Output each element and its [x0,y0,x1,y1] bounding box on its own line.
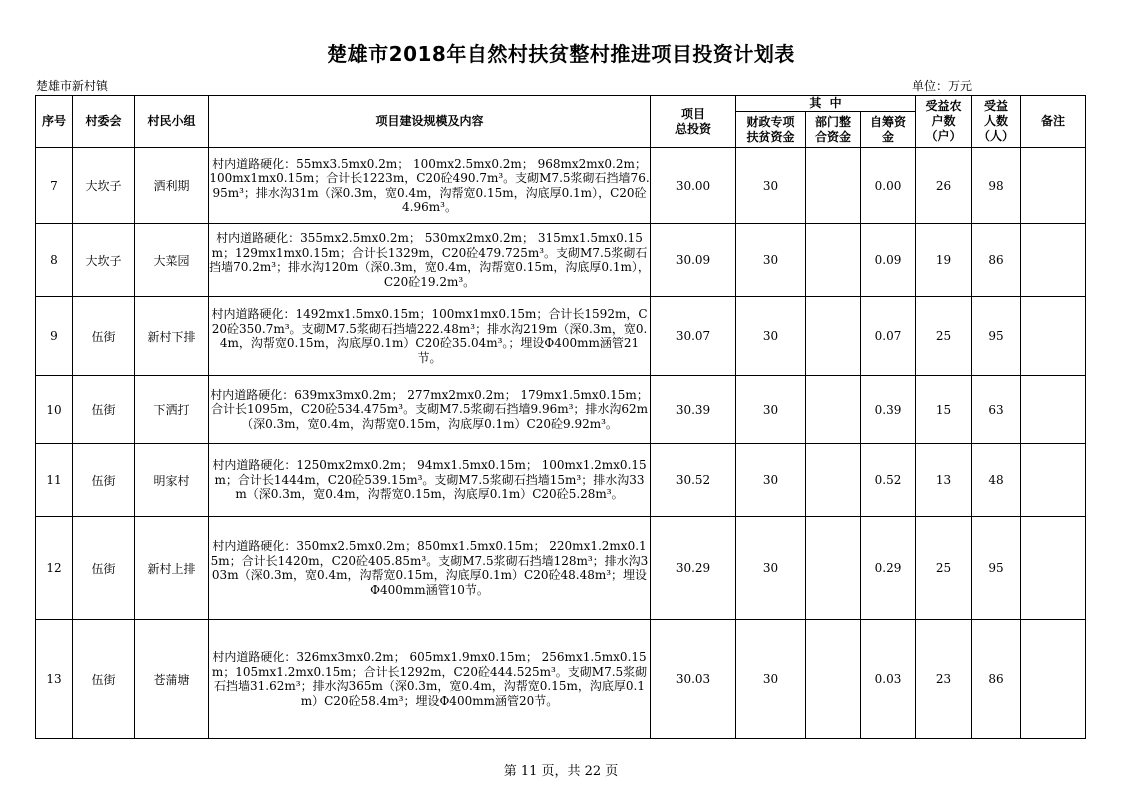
header-group: 村民小组 [135,96,209,148]
cell-seq: 12 [36,517,73,620]
cell-dept [806,620,861,739]
cell-remark [1021,224,1086,297]
cell-committee: 大坎子 [73,224,135,297]
cell-people: 98 [972,148,1021,224]
org-name: 楚雄市新村镇 [36,79,109,93]
cell-group: 下洒打 [135,376,209,444]
cell-remark [1021,376,1086,444]
header-households: 受益农 户数 （户） [916,96,972,148]
cell-seq: 11 [36,444,73,517]
cell-households: 23 [916,620,972,739]
cell-remark [1021,620,1086,739]
cell-seq: 10 [36,376,73,444]
cell-seq: 7 [36,148,73,224]
cell-households: 15 [916,376,972,444]
table-row [36,297,1086,376]
cell-self: 0.07 [861,297,916,376]
cell-total: 30.07 [651,297,736,376]
cell-group: 苍蒲塘 [135,620,209,739]
page-footer: 第 11 页，共 22 页 [503,764,619,779]
cell-fiscal: 30 [736,297,806,376]
cell-committee: 大坎子 [73,148,135,224]
cell-committee: 伍街 [73,517,135,620]
cell-households: 13 [916,444,972,517]
cell-seq: 9 [36,297,73,376]
cell-total: 30.39 [651,376,736,444]
investment-plan-table [35,95,1086,739]
cell-dept [806,376,861,444]
cell-dept [806,224,861,297]
cell-dept [806,148,861,224]
cell-self: 0.29 [861,517,916,620]
cell-seq: 13 [36,620,73,739]
header-seq: 序号 [36,96,73,148]
cell-content: 村内道路硬化：350mx2.5mx0.2m；850mx1.5mx0.15m； 220mx1.2mx0.15m；合计长1420m，C20砼405.85m³。支砌M7.5浆砌石挡墙128m³；排水沟303m（深0.3m，宽0.4m，沟帮宽0.15m，沟底厚0.1m）C20砼48.48m³；埋设Φ400mm涵管10节。 [209,517,651,620]
table-row [36,517,1086,620]
cell-group: 洒利期 [135,148,209,224]
cell-content: 村内道路硬化：1250mx2mx0.2m； 94mx1.5mx0.15m； 100mx1.2mx0.15m；合计长1444m，C20砼539.15m³。支砌M7.5浆砌石挡墙15m³；排水沟33m（深0.3m，宽0.4m，沟帮宽0.15m，沟底厚0.1m）C20砼5.28m³。 [209,444,651,517]
cell-group: 明家村 [135,444,209,517]
cell-total: 30.09 [651,224,736,297]
page-title: 楚雄市2018年自然村扶贫整村推进项目投资计划表 [327,42,795,66]
cell-content: 村内道路硬化：55mx3.5mx0.2m； 100mx2.5mx0.2m； 968mx2mx0.2m；100mx1mx0.15m；合计长1223m，C20砼490.7m³。支砌M7.5浆砌石挡墙76.95m³；排水沟31m（深0.3m，宽0.4m，沟帮宽0.15m，沟底厚0.1m），C20砼4.96m³。 [209,148,651,224]
cell-people: 95 [972,297,1021,376]
cell-content: 村内道路硬化：1492mx1.5mx0.15m；100mx1mx0.15m；合计长1592m，C20砼350.7m³。支砌M7.5浆砌石挡墙222.48m³；排水沟219m（深0.3m，宽0.4m，沟帮宽0.15m，沟底厚0.1m）C20砼35.04m³。；埋设Φ400mm涵管21节。 [209,297,651,376]
cell-group: 新村上排 [135,517,209,620]
table-row [36,620,1086,739]
cell-remark [1021,444,1086,517]
cell-group: 大菜园 [135,224,209,297]
cell-fiscal: 30 [736,148,806,224]
cell-fiscal: 30 [736,444,806,517]
cell-content: 村内道路硬化：326mx3mx0.2m； 605mx1.9mx0.15m； 256mx1.5mx0.15m；105mx1.2mx0.15m；合计长1292m，C20砼444.525m³。支砌M7.5浆砌石挡墙31.62m³；排水沟365m（深0.3m，宽0.4m，沟帮宽0.15m，沟底厚0.1m）C20砼58.4m³；埋设Φ400mm涵管20节。 [209,620,651,739]
cell-dept [806,297,861,376]
cell-people: 95 [972,517,1021,620]
cell-self: 0.03 [861,620,916,739]
cell-total: 30.03 [651,620,736,739]
cell-committee: 伍街 [73,620,135,739]
cell-self: 0.09 [861,224,916,297]
cell-fiscal: 30 [736,620,806,739]
cell-committee: 伍街 [73,297,135,376]
table-row [36,148,1086,224]
header-total: 项目 总投资 [651,96,736,148]
cell-remark [1021,297,1086,376]
cell-self: 0.52 [861,444,916,517]
cell-people: 86 [972,620,1021,739]
cell-fiscal: 30 [736,224,806,297]
header-self: 自筹资 金 [861,112,916,148]
cell-households: 25 [916,517,972,620]
header-among: 其 中 [736,96,916,112]
cell-households: 26 [916,148,972,224]
cell-dept [806,444,861,517]
cell-self: 0.39 [861,376,916,444]
header-fiscal: 财政专项 扶贫资金 [736,112,806,148]
cell-households: 25 [916,297,972,376]
unit-label: 单位：万元 [912,79,973,93]
cell-seq: 8 [36,224,73,297]
cell-remark [1021,148,1086,224]
header-dept: 部门整 合资金 [806,112,861,148]
cell-total: 30.29 [651,517,736,620]
cell-remark [1021,517,1086,620]
cell-households: 19 [916,224,972,297]
header-content: 项目建设规模及内容 [209,96,651,148]
header-remark: 备注 [1021,96,1086,148]
cell-people: 48 [972,444,1021,517]
table-row [36,376,1086,444]
cell-group: 新村下排 [135,297,209,376]
cell-total: 30.00 [651,148,736,224]
cell-committee: 伍街 [73,444,135,517]
header-people: 受益 人数 （人） [972,96,1021,148]
cell-fiscal: 30 [736,517,806,620]
cell-dept [806,517,861,620]
cell-self: 0.00 [861,148,916,224]
cell-fiscal: 30 [736,376,806,444]
cell-total: 30.52 [651,444,736,517]
cell-committee: 伍街 [73,376,135,444]
cell-content: 村内道路硬化：355mx2.5mx0.2m； 530mx2mx0.2m； 315mx1.5mx0.15m；129mx1mx0.15m；合计长1329m，C20砼479.725m³。支砌M7.5浆砌石挡墙70.2m³；排水沟120m（深0.3m，宽0.4m，沟帮宽0.15m，沟底厚0.1m），C20砼19.2m³。 [209,224,651,297]
cell-people: 63 [972,376,1021,444]
header-committee: 村委会 [73,96,135,148]
table-row [36,444,1086,517]
cell-content: 村内道路硬化：639mx3mx0.2m； 277mx2mx0.2m； 179mx1.5mx0.15m；合计长1095m，C20砼534.475m³。支砌M7.5浆砌石挡墙9.96m³；排水沟62m（深0.3m，宽0.4m，沟帮宽0.15m，沟底厚0.1m）C20砼9.92m³。 [209,376,651,444]
cell-people: 86 [972,224,1021,297]
table-row [36,224,1086,297]
